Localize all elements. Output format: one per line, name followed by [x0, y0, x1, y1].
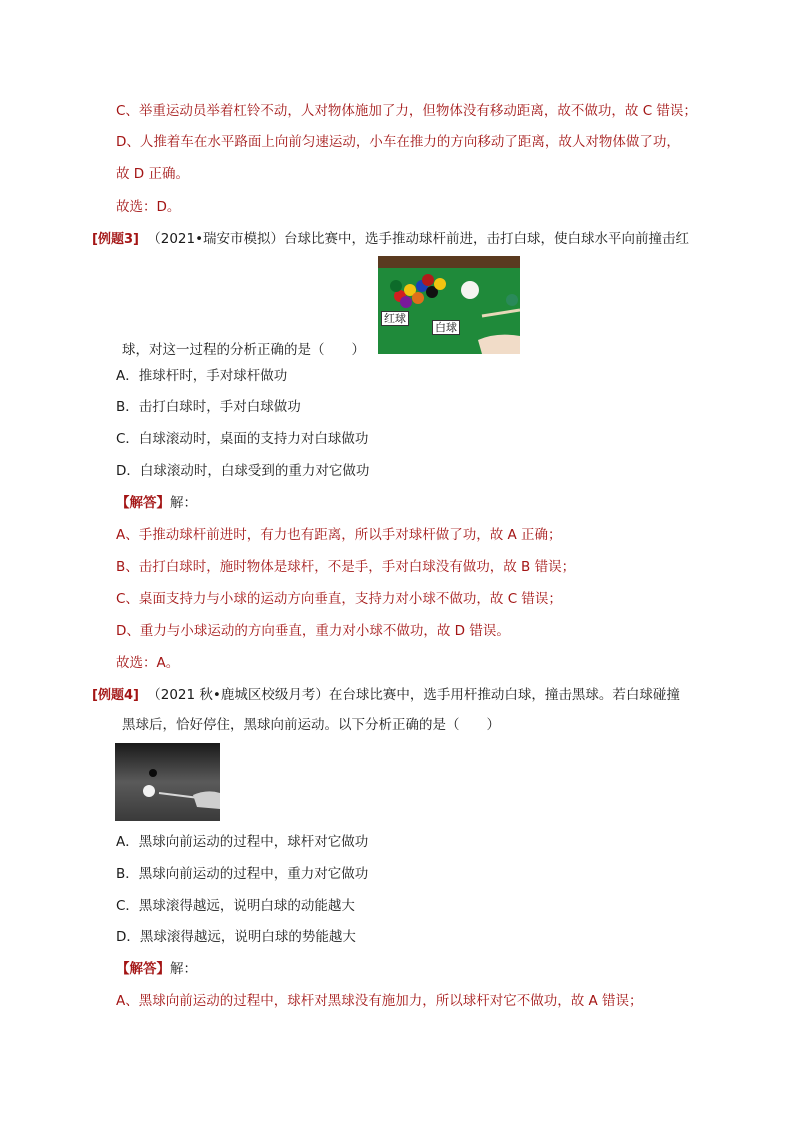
example4-stem-line2: 黑球后，恰好停住，黑球向前运动。以下分析正确的是（ ） [122, 717, 500, 733]
billiards-table-illustration [378, 256, 520, 354]
example3-stem-line1 [92, 229, 689, 250]
example3-answer: 故选：A。 [116, 655, 180, 671]
label-red-ball: 红球 [381, 311, 409, 326]
example4-solution-label: 解： [170, 961, 197, 977]
example3-option-b: B．击打白球时，手对白球做功 [116, 399, 301, 415]
label-white-ball: 白球 [432, 320, 460, 335]
example4-tag: [例题4] [92, 688, 139, 703]
example3-option-a: A．推球杆时，手对球杆做功 [116, 368, 288, 384]
prev-solution-d-line2: 故 D 正确。 [116, 166, 189, 182]
example4-solution-bracket: 【解答】 [116, 961, 170, 977]
prev-solution-d-line1: D、人推着车在水平路面上向前匀速运动，小车在推力的方向移动了距离，故人对物体做了功， [116, 134, 680, 150]
prev-solution-c: C、举重运动员举着杠铃不动，人对物体施加了力，但物体没有移动距离，故不做功，故 C 错误； [116, 103, 697, 119]
example3-solution-label: 解： [170, 495, 197, 511]
example4-stem-text: （2021 秋•鹿城区校级月考）在台球比赛中，选手用杆推动白球，撞击黑球。若白球碰撞 [147, 687, 680, 703]
example4-solution-a: A、黑球向前运动的过程中，球杆对黑球没有施加力，所以球杆对它不做功，故 A 错误； [116, 993, 643, 1009]
example3-tag: [例题3] [92, 232, 139, 247]
example3-solution-d: D、重力与小球运动的方向垂直，重力对小球不做功，故 D 错误。 [116, 623, 510, 639]
black-white-billiards-illustration [115, 743, 220, 821]
billiards-photo-1 [378, 256, 520, 354]
example4-stem-line1 [92, 685, 680, 706]
example4-option-c: C．黑球滚得越远，说明白球的动能越大 [116, 898, 355, 914]
example4-solution-header [116, 959, 197, 979]
example3-stem-line2: 球，对这一过程的分析正确的是（ ） [122, 342, 365, 358]
example3-solution-bracket: 【解答】 [116, 495, 170, 511]
example4-option-b: B．黑球向前运动的过程中，重力对它做功 [116, 866, 369, 882]
example3-solution-b: B、击打白球时，施时物体是球杆，不是手，手对白球没有做功，故 B 错误； [116, 559, 576, 575]
example3-option-c: C．白球滚动时，桌面的支持力对白球做功 [116, 431, 369, 447]
example3-solution-a: A、手推动球杆前进时，有力也有距离，所以手对球杆做了功，故 A 正确； [116, 527, 562, 543]
billiards-photo-2 [115, 743, 220, 821]
example3-option-d: D．白球滚动时，白球受到的重力对它做功 [116, 463, 370, 479]
example3-solution-header [116, 493, 197, 513]
example3-solution-c: C、桌面支持力与小球的运动方向垂直，支持力对小球不做功，故 C 错误； [116, 591, 562, 607]
prev-answer: 故选：D。 [116, 199, 181, 215]
example4-option-d: D．黑球滚得越远，说明白球的势能越大 [116, 929, 356, 945]
example4-option-a: A．黑球向前运动的过程中，球杆对它做功 [116, 834, 369, 850]
example3-stem-text: （2021•瑞安市模拟）台球比赛中，选手推动球杆前进，击打白球，使白球水平向前撞击红 [147, 231, 690, 247]
